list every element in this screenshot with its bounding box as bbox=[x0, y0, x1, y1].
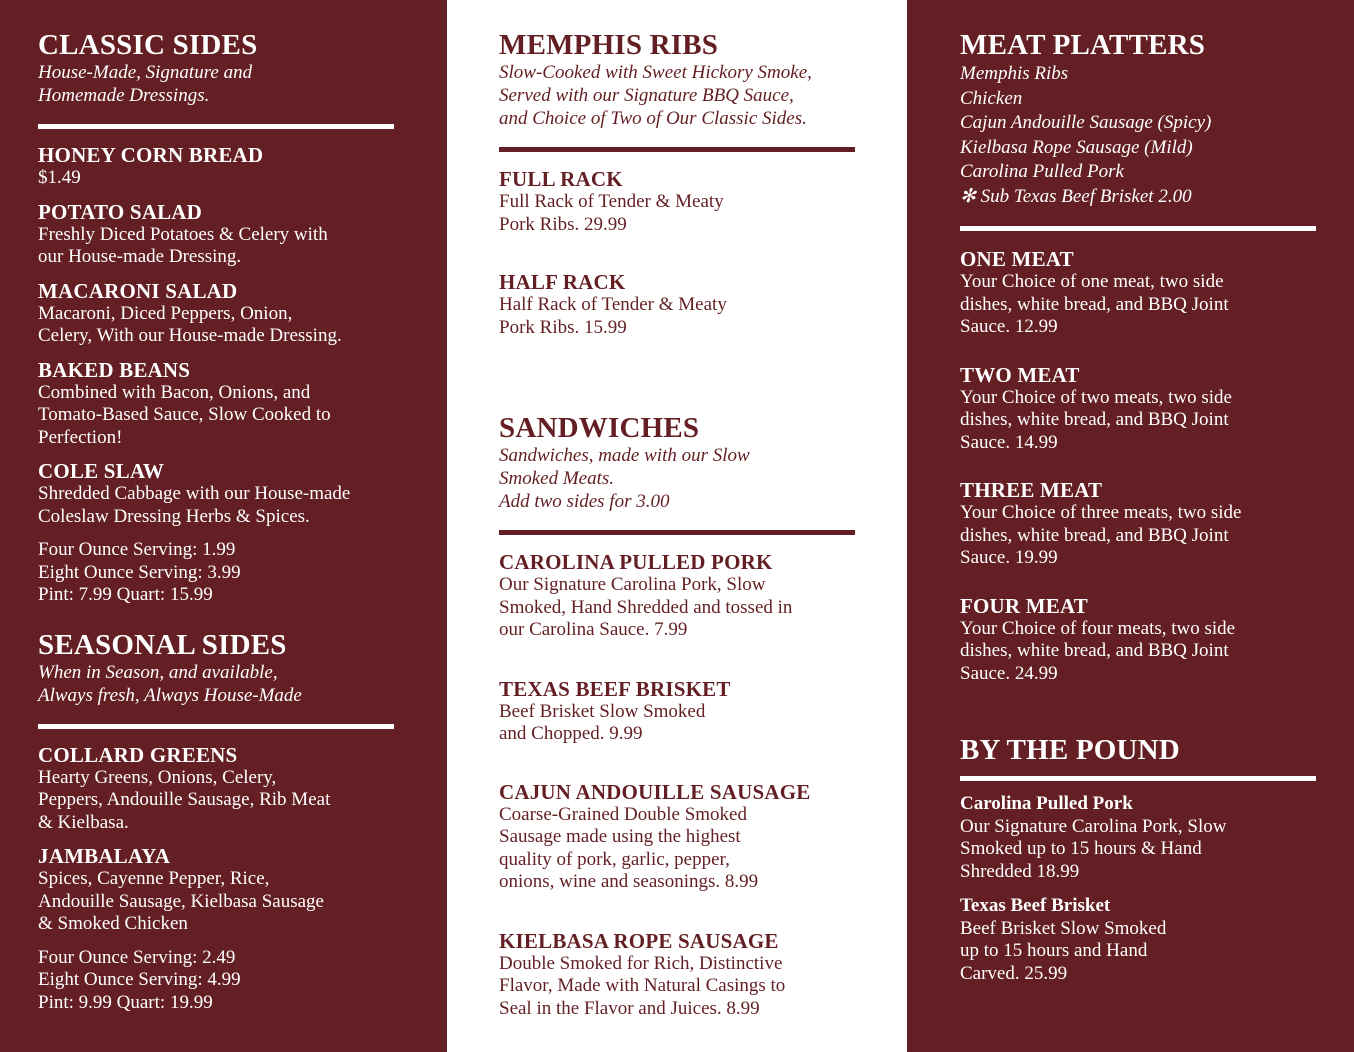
section-divider bbox=[499, 530, 855, 535]
middle-panel bbox=[447, 0, 907, 1052]
menu-item-carolina-pulled-pork: CAROLINA PULLED PORK Our Signature Carolina Pork, Slow Smoked, Hand Shredded and tossed in our Carolina Sauce. 7.99 bbox=[499, 550, 793, 640]
menu-item-cajun-andouille-sausage: CAJUN ANDOUILLE SAUSAGE Coarse-Grained Double Smoked Sausage made using the highest quality of pork, garlic, pepper, onions, wine and seasonings. 8.99 bbox=[499, 779, 811, 892]
section-divider bbox=[38, 124, 394, 129]
menu-item-full-rack: FULL RACK Full Rack of Tender & Meaty Pork Ribs. 29.99 bbox=[499, 167, 724, 235]
meat-platters-title: MEAT PLATTERS bbox=[960, 29, 1206, 61]
seasonal-sides-title: SEASONAL SIDES bbox=[38, 628, 287, 661]
sandwiches-title: SANDWICHES bbox=[499, 412, 700, 444]
menu-item-three-meat: THREE MEAT Your Choice of three meats, two side dishes, white bread, and BBQ Joint Sauce. 19.99 bbox=[960, 478, 1242, 568]
section-divider bbox=[960, 226, 1316, 231]
left-panel bbox=[0, 0, 447, 1052]
section-divider bbox=[499, 147, 855, 152]
menu-item-texas-beef-brisket: TEXAS BEEF BRISKET Beef Brisket Slow Smoked and Chopped. 9.99 bbox=[499, 676, 731, 744]
classic-sides-prices: Four Ounce Serving: 1.99 Eight Ounce Serving: 3.99 Pint: 7.99 Quart: 15.99 bbox=[38, 539, 241, 605]
seasonal-sides-subtitle: When in Season, and available, Always fresh, Always House-Made bbox=[38, 661, 302, 706]
menu-item-jambalaya: JAMBALAYA Spices, Cayenne Pepper, Rice, Andouille Sausage, Kielbasa Sausage & Smoked Chicken bbox=[38, 844, 324, 934]
classic-sides-title: CLASSIC SIDES bbox=[38, 29, 258, 61]
sandwiches-subtitle: Sandwiches, made with our Slow Smoked Meats. Add two sides for 3.00 bbox=[499, 445, 750, 512]
menu-item-pound-beef-brisket: Texas Beef Brisket Beef Brisket Slow Smoked up to 15 hours and Hand Carved. 25.99 bbox=[960, 895, 1167, 984]
menu-item-pound-pulled-pork: Carolina Pulled Pork Our Signature Carolina Pork, Slow Smoked up to 15 hours & Hand Shredded 18.99 bbox=[960, 793, 1227, 882]
menu-item-half-rack: HALF RACK Half Rack of Tender & Meaty Pork Ribs. 15.99 bbox=[499, 270, 727, 338]
right-panel bbox=[907, 0, 1354, 1052]
menu-item-collard-greens: COLLARD GREENS Hearty Greens, Onions, Celery, Peppers, Andouille Sausage, Rib Meat & Kielbasa. bbox=[38, 742, 331, 833]
seasonal-sides-prices: Four Ounce Serving: 2.49 Eight Ounce Serving: 4.99 Pint: 9.99 Quart: 19.99 bbox=[38, 946, 241, 1013]
memphis-ribs-subtitle: Slow-Cooked with Sweet Hickory Smoke, Served with our Signature BBQ Sauce, and Choice of Two of Our Classic Sides. bbox=[499, 62, 812, 129]
menu-item-potato-salad: POTATO SALAD Freshly Diced Potatoes & Celery with our House-made Dressing. bbox=[38, 199, 328, 267]
menu-item-macaroni-salad: MACARONI SALAD Macaroni, Diced Peppers, Onion, Celery, With our House-made Dressing. bbox=[38, 278, 342, 346]
by-the-pound-title: BY THE POUND bbox=[960, 734, 1180, 766]
classic-sides-subtitle: House-Made, Signature and Homemade Dressings. bbox=[38, 62, 253, 106]
menu-item-kielbasa-rope-sausage: KIELBASA ROPE SAUSAGE Double Smoked for Rich, Distinctive Flavor, Made with Natural Casings to Seal in the Flavor and Juices. 8.99 bbox=[499, 928, 786, 1019]
section-divider bbox=[960, 776, 1316, 781]
menu-item-two-meat: TWO MEAT Your Choice of two meats, two side dishes, white bread, and BBQ Joint Sauce. 14.99 bbox=[960, 362, 1232, 453]
meat-platters-subtitle: Memphis Ribs Chicken Cajun Andouille Sausage (Spicy) Kielbasa Rope Sausage (Mild) Carolina Pulled Pork ✻ Sub Texas Beef Brisket 2.00 bbox=[960, 63, 1212, 207]
menu-item-baked-beans: BAKED BEANS Combined with Bacon, Onions, and Tomato-Based Sauce, Slow Cooked to Perfection! bbox=[38, 357, 331, 448]
menu-item-honey-corn-bread: HONEY CORN BREAD $1.49 bbox=[38, 143, 264, 188]
section-divider bbox=[38, 724, 394, 729]
menu-item-four-meat: FOUR MEAT Your Choice of four meats, two side dishes, white bread, and BBQ Joint Sauce. 24.99 bbox=[960, 593, 1236, 684]
menu-item-cole-slaw: COLE SLAW Shredded Cabbage with our House-made Coleslaw Dressing Herbs & Spices. bbox=[38, 459, 351, 527]
menu-item-one-meat: ONE MEAT Your Choice of one meat, two side dishes, white bread, and BBQ Joint Sauce. 12.99 bbox=[960, 247, 1229, 337]
memphis-ribs-title: MEMPHIS RIBS bbox=[499, 29, 719, 61]
